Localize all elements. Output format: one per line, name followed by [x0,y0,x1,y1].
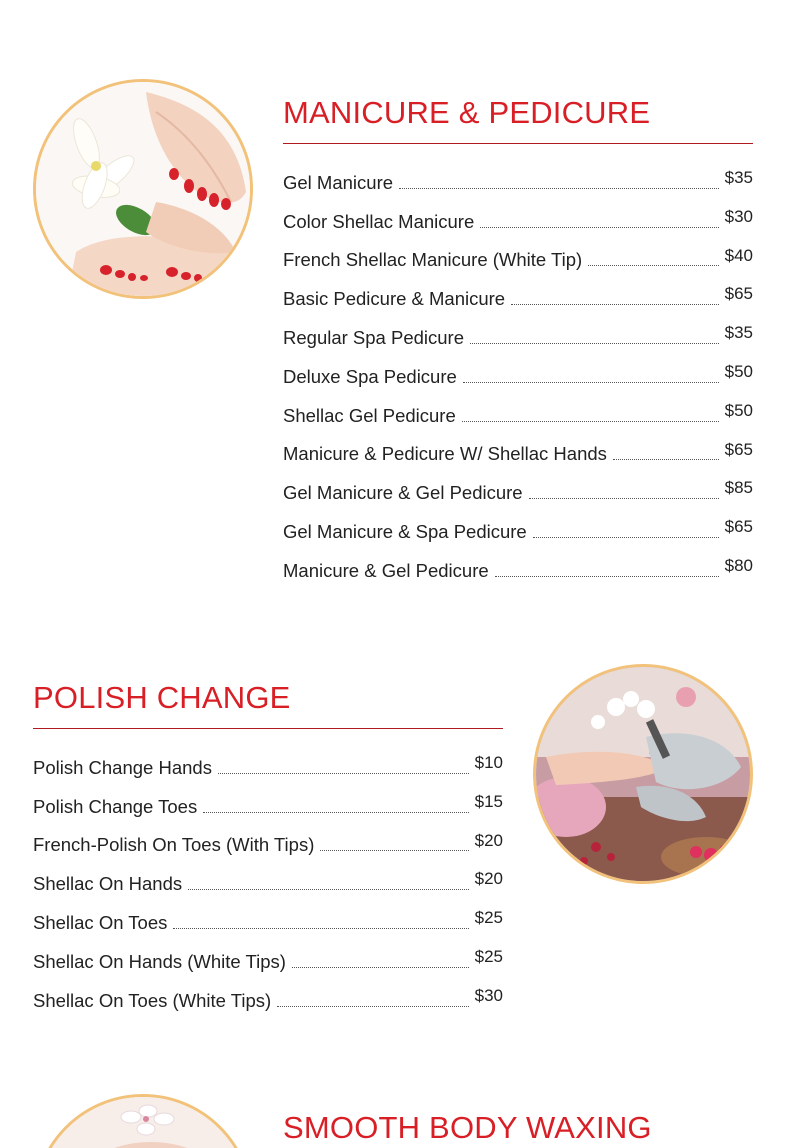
item-name: Shellac Gel Pedicure [283,404,456,426]
item-price: $65 [724,517,753,537]
dot-leader [588,265,718,266]
dot-leader [470,343,719,344]
item-price: $15 [474,791,503,811]
dot-leader [203,812,468,813]
item-name: Gel Manicure & Spa Pedicure [283,520,527,542]
price-list [283,162,753,589]
dot-leader [613,459,719,460]
list-item [283,550,753,589]
dot-leader [188,889,469,890]
dot-leader [511,304,719,305]
list-item [283,511,753,550]
price-list [33,747,503,1019]
item-name: Gel Manicure [283,171,394,193]
list-item [283,395,753,434]
dot-leader [218,773,469,774]
dot-leader [495,576,719,577]
dot-leader [480,227,718,228]
list-item [33,825,503,864]
item-price: $30 [474,985,503,1005]
orchid-illustration [36,1097,253,1148]
dot-leader [277,1006,468,1007]
item-name: French-Polish On Toes (With Tips) [33,834,315,856]
section-polish-change [0,600,785,1050]
list-item [283,278,753,317]
dot-leader [292,967,469,968]
section-title: MANICURE & PEDICURE [283,95,753,144]
item-price: $10 [474,753,503,772]
item-price: $65 [724,439,753,459]
list-item [283,162,753,201]
dot-leader [462,421,719,422]
item-name: Shellac On Hands [33,873,183,895]
orchid-waxing-photo [33,1094,253,1148]
list-item [283,472,753,511]
dot-leader [533,537,719,538]
item-name: Shellac On Toes (White Tips) [33,989,272,1011]
list-item [33,786,503,825]
item-price: $30 [724,206,753,226]
item-name: Gel Manicure & Gel Pedicure [283,482,523,504]
list-item [283,356,753,395]
list-item [33,747,503,786]
list-item [283,240,753,279]
dot-leader [399,188,719,189]
menu-polish-change [33,680,503,1019]
dot-leader [173,928,468,929]
item-name: Basic Pedicure & Manicure [283,288,506,310]
item-name: Color Shellac Manicure [283,210,475,232]
list-item [33,902,503,941]
list-item [33,941,503,980]
item-price: $20 [474,830,503,850]
item-name: Deluxe Spa Pedicure [283,365,457,387]
item-price: $25 [474,946,503,966]
item-name: Manicure & Gel Pedicure [283,559,489,581]
hands-and-feet-illustration [36,82,253,299]
item-name: Manicure & Pedicure W/ Shellac Hands [283,443,607,465]
item-name: Shellac On Toes [33,911,168,933]
list-item [33,863,503,902]
section-title: SMOOTH BODY WAXING [283,1110,652,1145]
list-item [283,434,753,473]
item-price: $25 [474,908,503,928]
menu-manicure-pedicure [283,95,753,589]
section-title: POLISH CHANGE [33,680,503,729]
item-name: Shellac On Hands (White Tips) [33,950,286,972]
item-price: $50 [724,361,753,381]
item-name: Polish Change Toes [33,795,198,817]
section-smooth-body-waxing [0,1050,785,1148]
dot-leader [463,382,719,383]
nail-drill-illustration [536,667,753,884]
item-price: $50 [724,400,753,420]
item-price: $20 [474,869,503,889]
item-name: Regular Spa Pedicure [283,326,464,348]
item-name: Polish Change Hands [33,756,212,778]
item-price: $35 [724,323,753,343]
item-price: $85 [724,478,753,498]
hands-and-feet-photo [33,79,253,299]
item-price: $35 [724,168,753,187]
menu-smooth-body-waxing [283,1110,753,1148]
list-item [33,980,503,1019]
item-price: $80 [724,555,753,575]
item-name: French Shellac Manicure (White Tip) [283,249,583,271]
list-item [283,317,753,356]
item-price: $65 [724,284,753,304]
nail-drill-photo [533,664,753,884]
dot-leader [529,498,719,499]
dot-leader [320,850,468,851]
list-item [283,201,753,240]
item-price: $40 [724,245,753,265]
